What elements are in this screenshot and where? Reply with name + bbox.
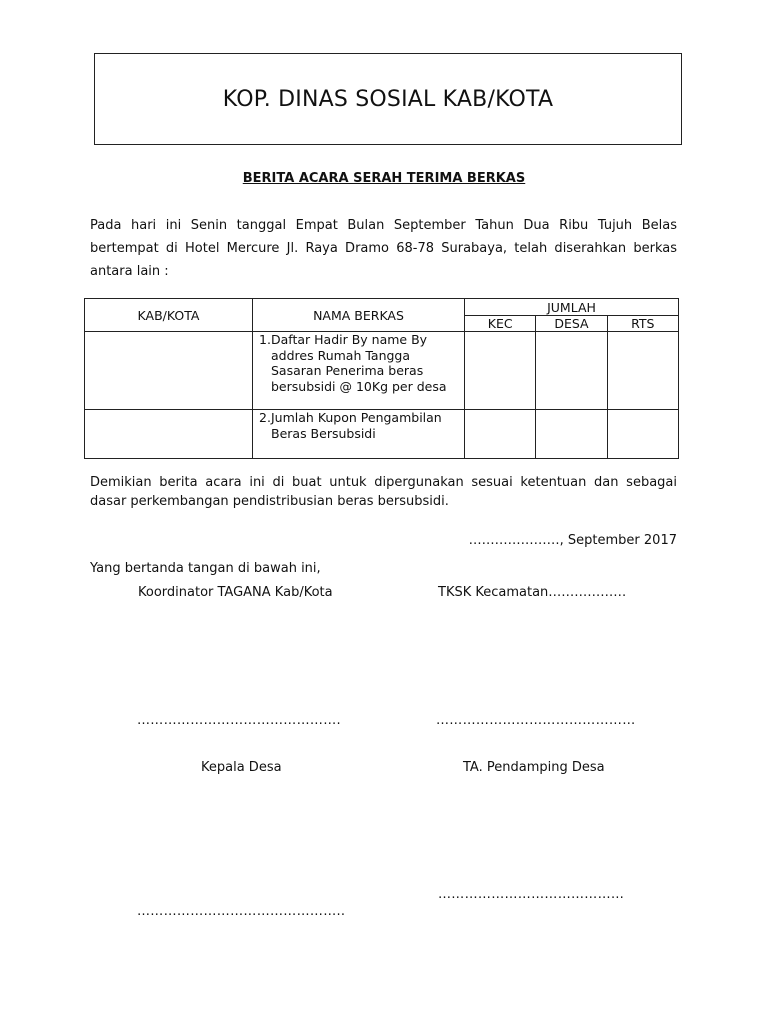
item-name: Jumlah Kupon Pengambilan Beras Bersubsidi [271,410,442,441]
signature-line-kepala-desa: ……………………………………….. [137,904,346,919]
header-nama-berkas: NAMA BERKAS [253,299,465,332]
letterhead-title: KOP. DINAS SOSIAL KAB/KOTA [222,86,554,112]
cell-rts [607,332,678,410]
item-number: 2. [259,410,271,425]
cell-desa [536,410,607,459]
signer-pendamping-desa: TA. Pendamping Desa [463,760,605,775]
intro-paragraph: Pada hari ini Senin tanggal Empat Bulan September Tahun Dua Ribu Tujuh Belas bertempat di Hotel Mercure Jl. Raya Dramo 68-78 Surabaya, telah diserahkan berkas antara lain : [90,218,677,279]
signer-tksk-kecamatan: TKSK Kecamatan……………… [438,585,627,600]
cell-kab-kota [85,332,253,410]
signer-kepala-desa: Kepala Desa [201,760,282,775]
cell-kec [465,410,536,459]
header-kab-kota: KAB/KOTA [85,299,253,332]
item-number: 1. [259,332,271,347]
header-desa: DESA [536,316,607,332]
document-title: BERITA ACARA SERAH TERIMA BERKAS [242,171,526,186]
berkas-table [84,298,679,459]
closing-paragraph: Demikian berita acara ini di buat untuk dipergunakan sesuai ketentuan dan sebagai dasar perkembangan pendistribusian beras bersubsidi. [90,475,677,509]
signer-koordinator-tagana: Koordinator TAGANA Kab/Kota [138,585,333,600]
header-kec: KEC [465,316,536,332]
letterhead-box [94,53,682,145]
cell-nama-berkas [253,332,465,410]
cell-desa [536,332,607,410]
signature-line-tksk: ……………………………………… [436,713,636,728]
table-row [85,410,679,459]
date-line: …………………, September 2017 [468,533,677,548]
header-jumlah: JUMLAH [465,299,679,316]
signature-line-pendamping: …………………………………… [438,887,625,902]
item-name: Daftar Hadir By name By addres Rumah Tangga Sasaran Penerima beras bersubsidi @ 10Kg per desa [271,332,447,394]
cell-nama-berkas [253,410,465,459]
table-row [85,332,679,410]
header-rts: RTS [607,316,678,332]
signature-line-koordinator: ………………………………………. [137,713,341,728]
cell-rts [607,410,678,459]
cell-kec [465,332,536,410]
cell-kab-kota [85,410,253,459]
signature-intro: Yang bertanda tangan di bawah ini, [90,561,321,576]
